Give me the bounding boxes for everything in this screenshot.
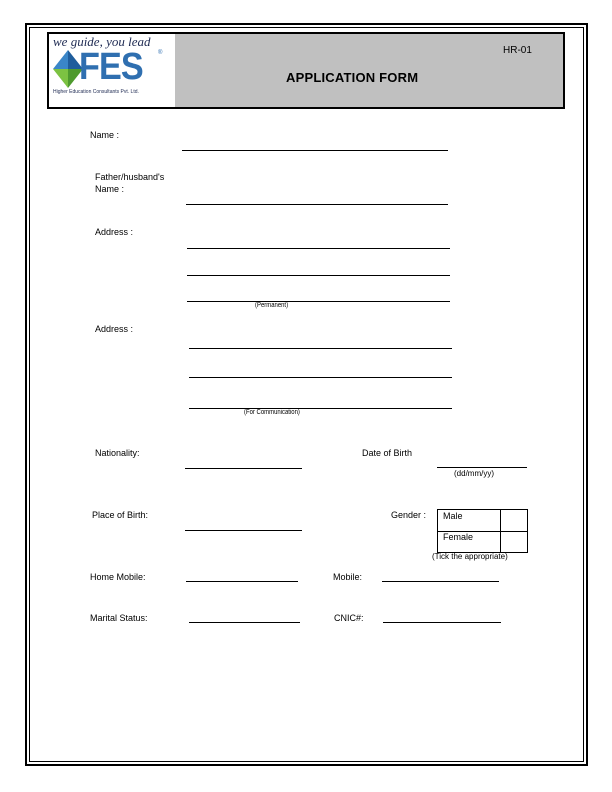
- gender-table: [437, 509, 528, 553]
- father-husband-name-field[interactable]: [186, 204, 448, 205]
- gender-tick-note: (Tick the appropriate): [432, 552, 508, 561]
- logo-tagline: we guide, you lead: [53, 34, 151, 49]
- permanent-address-line-1[interactable]: [187, 248, 450, 249]
- gender-option-female: Female: [443, 532, 474, 542]
- dob-format-hint: (dd/mm/yy): [454, 469, 494, 478]
- communication-address-line-3[interactable]: [189, 408, 452, 409]
- mobile-field[interactable]: [382, 581, 499, 582]
- form-code: HR-01: [503, 45, 532, 56]
- logo-company-name: Higher Education Consultants Pvt. Ltd.: [53, 89, 139, 95]
- nationality-field[interactable]: [185, 468, 302, 469]
- place-of-birth-label: Place of Birth:: [92, 510, 149, 520]
- home-mobile-label: Home Mobile:: [90, 572, 146, 582]
- logo-wordmark: FES: [79, 46, 143, 88]
- name-label: Name :: [90, 130, 120, 140]
- marital-status-field[interactable]: [189, 622, 300, 623]
- date-of-birth-label: Date of Birth: [362, 448, 413, 458]
- form-title: APPLICATION FORM: [286, 70, 419, 85]
- permanent-address-line-3[interactable]: [187, 301, 450, 302]
- nationality-label: Nationality:: [95, 448, 140, 458]
- communication-note: (For Communication): [244, 409, 300, 416]
- communication-address-line-1[interactable]: [189, 348, 452, 349]
- name-field[interactable]: [182, 150, 448, 151]
- permanent-address-line-2[interactable]: [187, 275, 450, 276]
- cnic-field[interactable]: [383, 622, 501, 623]
- mobile-label: Mobile:: [333, 572, 363, 582]
- father-husband-label-line1: Father/husband's: [95, 172, 165, 182]
- gender-option-male: Male: [443, 511, 463, 521]
- gender-male-tick-box[interactable]: [501, 510, 527, 531]
- permanent-note: (Permanent): [255, 302, 289, 309]
- place-of-birth-field[interactable]: [185, 530, 302, 531]
- marital-status-label: Marital Status:: [90, 613, 148, 623]
- cnic-label: CNIC#:: [334, 613, 364, 623]
- gender-female-tick-box[interactable]: [501, 532, 527, 552]
- communication-address-label: Address :: [95, 324, 134, 334]
- gender-label: Gender :: [391, 510, 427, 520]
- permanent-address-label: Address :: [95, 227, 134, 237]
- father-husband-label-line2: Name :: [95, 184, 125, 194]
- logo-trademark: ®: [158, 50, 163, 56]
- communication-address-line-2[interactable]: [189, 377, 452, 378]
- home-mobile-field[interactable]: [186, 581, 298, 582]
